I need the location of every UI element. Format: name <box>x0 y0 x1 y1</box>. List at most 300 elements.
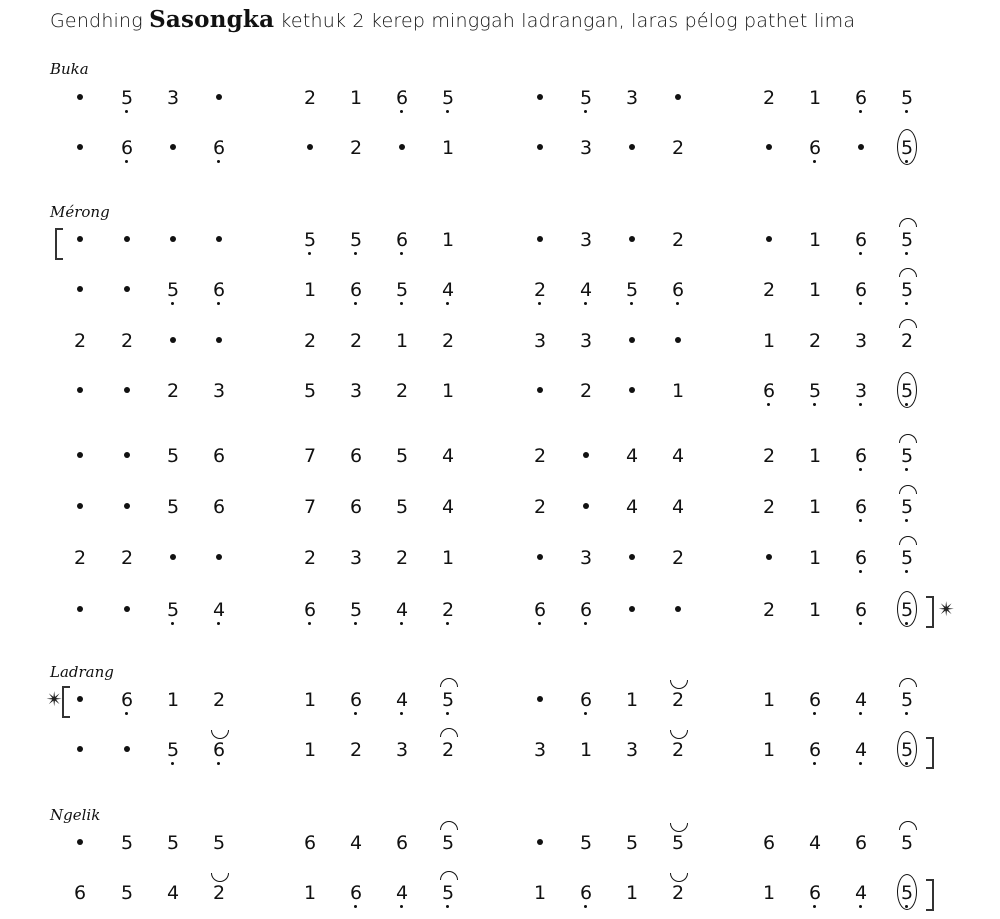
note-digit: 3 <box>625 87 639 109</box>
rest-dot <box>161 230 185 250</box>
section-label-ladrang: Ladrang <box>50 663 114 681</box>
low-octave-dot <box>125 160 128 163</box>
note <box>574 230 598 250</box>
note <box>436 690 460 710</box>
kempul-mark <box>211 873 229 882</box>
note <box>666 883 690 903</box>
note <box>436 446 460 466</box>
note-digit: 5 <box>900 137 914 159</box>
note-digit: 1 <box>303 279 317 301</box>
note-digit: 5 <box>579 832 593 854</box>
rest-dot-mark <box>77 696 83 702</box>
note <box>666 833 690 853</box>
note <box>757 740 781 760</box>
note <box>298 548 322 568</box>
low-octave-dot <box>584 712 587 715</box>
note <box>528 280 552 300</box>
note <box>574 548 598 568</box>
note-digit: 1 <box>303 689 317 711</box>
note <box>298 883 322 903</box>
note-digit: 1 <box>395 330 409 352</box>
note-digit: 5 <box>395 496 409 518</box>
rest-dot-mark <box>170 144 176 150</box>
note-digit: 4 <box>671 496 685 518</box>
kenong-mark <box>440 678 458 687</box>
note <box>849 88 873 108</box>
note <box>161 600 185 620</box>
note <box>390 740 414 760</box>
note <box>436 381 460 401</box>
note-digit: 2 <box>73 547 87 569</box>
note-digit: 4 <box>441 496 455 518</box>
note-digit: 4 <box>625 496 639 518</box>
note <box>390 280 414 300</box>
rest-dot-mark <box>537 236 543 242</box>
note-digit: 3 <box>854 380 868 402</box>
note-digit: 6 <box>349 445 363 467</box>
rest-dot <box>68 600 92 620</box>
title-suffix: kethuk 2 kerep minggah ladrangan, laras pélog pathet lima <box>274 10 856 32</box>
rest-dot-mark <box>307 144 313 150</box>
rest-dot <box>68 138 92 158</box>
note-digit: 2 <box>212 882 226 904</box>
low-octave-dot <box>859 110 862 113</box>
rest-dot-mark <box>77 94 83 100</box>
low-octave-dot <box>859 712 862 715</box>
note-digit: 5 <box>120 832 134 854</box>
note-digit: 5 <box>166 445 180 467</box>
note <box>528 446 552 466</box>
low-octave-dot <box>859 468 862 471</box>
rest-dot <box>390 138 414 158</box>
note <box>68 331 92 351</box>
note-digit: 5 <box>579 87 593 109</box>
note-digit: 6 <box>854 547 868 569</box>
repeat-close-bracket <box>926 737 934 769</box>
low-octave-dot <box>354 302 357 305</box>
rest-dot-mark <box>675 337 681 343</box>
note <box>620 883 644 903</box>
note <box>803 600 827 620</box>
note <box>757 497 781 517</box>
note-digit: 2 <box>395 547 409 569</box>
note-digit: 2 <box>120 330 134 352</box>
note <box>161 280 185 300</box>
note <box>803 280 827 300</box>
note <box>115 331 139 351</box>
rest-dot-mark <box>124 236 130 242</box>
low-octave-dot <box>446 302 449 305</box>
note <box>207 280 231 300</box>
note <box>207 833 231 853</box>
rest-dot-mark <box>216 337 222 343</box>
note-digit: 5 <box>900 229 914 251</box>
note-digit: 2 <box>212 689 226 711</box>
note-digit: 1 <box>441 229 455 251</box>
note-digit: 3 <box>579 137 593 159</box>
note <box>436 740 460 760</box>
note-digit: 4 <box>625 445 639 467</box>
rest-dot-mark <box>537 554 543 560</box>
rest-dot <box>574 497 598 517</box>
note-digit: 6 <box>854 229 868 251</box>
rest-dot <box>574 446 598 466</box>
note <box>207 497 231 517</box>
note-digit: 6 <box>854 832 868 854</box>
rest-dot <box>68 497 92 517</box>
note-digit: 4 <box>854 739 868 761</box>
note-digit: 5 <box>900 832 914 854</box>
note-digit: 3 <box>625 739 639 761</box>
note-digit: 5 <box>166 279 180 301</box>
rest-dot <box>115 381 139 401</box>
note <box>436 230 460 250</box>
note-digit: 2 <box>349 739 363 761</box>
low-octave-dot <box>538 622 541 625</box>
note <box>895 138 919 158</box>
note-digit: 3 <box>533 739 547 761</box>
note <box>115 138 139 158</box>
low-octave-dot <box>584 622 587 625</box>
rest-dot <box>528 690 552 710</box>
note <box>620 280 644 300</box>
note <box>161 88 185 108</box>
rest-dot-mark <box>675 94 681 100</box>
note-digit: 5 <box>303 229 317 251</box>
low-octave-dot <box>446 622 449 625</box>
note-digit: 1 <box>762 739 776 761</box>
low-octave-dot <box>354 905 357 908</box>
note-digit: 6 <box>579 882 593 904</box>
note-digit: 2 <box>441 739 455 761</box>
note <box>757 331 781 351</box>
note <box>436 138 460 158</box>
rest-dot-mark <box>124 503 130 509</box>
rest-dot-mark <box>77 746 83 752</box>
rest-dot <box>757 548 781 568</box>
note-digit: 6 <box>579 599 593 621</box>
note <box>390 497 414 517</box>
note <box>528 600 552 620</box>
low-octave-dot <box>859 762 862 765</box>
note-digit: 5 <box>625 279 639 301</box>
note <box>849 740 873 760</box>
section-label-ngelik: Ngelik <box>50 806 101 824</box>
note-digit: 1 <box>533 882 547 904</box>
low-octave-dot <box>400 622 403 625</box>
rest-dot <box>115 280 139 300</box>
note <box>757 381 781 401</box>
note <box>803 230 827 250</box>
low-octave-dot <box>905 712 908 715</box>
note <box>68 883 92 903</box>
note <box>895 280 919 300</box>
note <box>298 88 322 108</box>
note <box>895 690 919 710</box>
rest-dot-mark <box>216 94 222 100</box>
rest-dot <box>528 138 552 158</box>
note <box>207 690 231 710</box>
note <box>298 690 322 710</box>
note-digit: 5 <box>900 599 914 621</box>
note <box>574 740 598 760</box>
rest-dot-mark <box>583 503 589 509</box>
low-octave-dot <box>767 403 770 406</box>
note-digit: 2 <box>762 445 776 467</box>
kenong-mark <box>899 268 917 277</box>
low-octave-dot <box>813 403 816 406</box>
rest-dot-mark <box>170 554 176 560</box>
note <box>298 381 322 401</box>
note-digit: 2 <box>762 87 776 109</box>
rest-dot-mark <box>766 144 772 150</box>
rest-dot <box>68 381 92 401</box>
note <box>574 331 598 351</box>
kempul-mark <box>670 680 688 689</box>
note <box>390 88 414 108</box>
low-octave-dot <box>217 622 220 625</box>
note-digit: 2 <box>671 739 685 761</box>
note <box>574 138 598 158</box>
rest-dot <box>161 331 185 351</box>
note <box>390 548 414 568</box>
kenong-mark <box>899 536 917 545</box>
note-digit: 5 <box>349 599 363 621</box>
note-digit: 2 <box>533 496 547 518</box>
note <box>528 497 552 517</box>
rest-dot-mark <box>537 387 543 393</box>
repeat-close-bracket <box>926 596 934 628</box>
note <box>207 381 231 401</box>
note <box>666 138 690 158</box>
note <box>803 883 827 903</box>
rest-dot-mark <box>629 606 635 612</box>
note-digit: 4 <box>671 445 685 467</box>
rest-dot-mark <box>399 144 405 150</box>
note <box>895 497 919 517</box>
note <box>298 740 322 760</box>
low-octave-dot <box>905 519 908 522</box>
rest-dot <box>620 230 644 250</box>
note <box>757 88 781 108</box>
note-digit: 3 <box>349 547 363 569</box>
rest-dot-mark <box>170 236 176 242</box>
rest-dot-mark <box>537 696 543 702</box>
note-digit: 5 <box>441 87 455 109</box>
note-digit: 1 <box>808 445 822 467</box>
note-digit: 5 <box>166 832 180 854</box>
note-digit: 6 <box>808 689 822 711</box>
rest-dot-mark <box>124 606 130 612</box>
note-digit: 1 <box>303 739 317 761</box>
note-digit: 3 <box>212 380 226 402</box>
note-digit: 5 <box>900 547 914 569</box>
rest-dot-mark <box>216 554 222 560</box>
note <box>298 833 322 853</box>
note <box>666 548 690 568</box>
note <box>344 88 368 108</box>
note <box>849 883 873 903</box>
note-digit: 5 <box>900 279 914 301</box>
note-digit: 3 <box>579 229 593 251</box>
low-octave-dot <box>308 252 311 255</box>
star-icon: ✴ <box>46 687 63 711</box>
note <box>849 690 873 710</box>
note <box>574 690 598 710</box>
note <box>895 883 919 903</box>
note <box>161 381 185 401</box>
note-digit: 1 <box>349 87 363 109</box>
note <box>666 446 690 466</box>
note-digit: 6 <box>533 599 547 621</box>
rest-dot-mark <box>766 554 772 560</box>
note-digit: 5 <box>166 739 180 761</box>
title-prefix: Gendhing <box>50 10 150 32</box>
note <box>207 138 231 158</box>
note-digit: 5 <box>900 445 914 467</box>
note <box>895 88 919 108</box>
note-digit: 2 <box>120 547 134 569</box>
note <box>436 833 460 853</box>
rest-dot <box>528 88 552 108</box>
note <box>849 497 873 517</box>
rest-dot <box>68 280 92 300</box>
note <box>436 883 460 903</box>
rest-dot <box>115 497 139 517</box>
low-octave-dot <box>859 622 862 625</box>
note-digit: 6 <box>671 279 685 301</box>
rest-dot <box>298 138 322 158</box>
rest-dot <box>68 740 92 760</box>
note-digit: 4 <box>166 882 180 904</box>
section-label-merong: Mérong <box>50 203 110 221</box>
rest-dot <box>849 138 873 158</box>
note <box>298 600 322 620</box>
note <box>666 230 690 250</box>
note <box>574 600 598 620</box>
kenong-mark <box>899 434 917 443</box>
kenong-mark <box>440 821 458 830</box>
note-digit: 6 <box>303 599 317 621</box>
note-digit: 5 <box>395 445 409 467</box>
low-octave-dot <box>217 762 220 765</box>
low-octave-dot <box>859 252 862 255</box>
note-digit: 1 <box>808 229 822 251</box>
note-digit: 1 <box>808 279 822 301</box>
note-digit: 1 <box>441 547 455 569</box>
note <box>344 230 368 250</box>
low-octave-dot <box>584 302 587 305</box>
note-digit: 2 <box>349 137 363 159</box>
note <box>390 230 414 250</box>
low-octave-dot <box>446 110 449 113</box>
note <box>620 690 644 710</box>
note-digit: 5 <box>120 87 134 109</box>
note-digit: 3 <box>166 87 180 109</box>
note <box>528 740 552 760</box>
note <box>666 690 690 710</box>
note-digit: 2 <box>762 599 776 621</box>
note <box>390 381 414 401</box>
note-digit: 4 <box>854 882 868 904</box>
kempul-mark <box>670 823 688 832</box>
note <box>436 88 460 108</box>
repeat-close-bracket <box>926 879 934 911</box>
rest-dot-mark <box>77 503 83 509</box>
rest-dot <box>207 88 231 108</box>
note-digit: 5 <box>303 380 317 402</box>
gong-circle <box>897 129 917 165</box>
note <box>344 280 368 300</box>
low-octave-dot <box>446 712 449 715</box>
note-digit: 2 <box>441 330 455 352</box>
gong-circle <box>897 372 917 408</box>
note-digit: 4 <box>212 599 226 621</box>
note-digit: 4 <box>395 689 409 711</box>
note-digit: 2 <box>671 547 685 569</box>
rest-dot <box>666 331 690 351</box>
rest-dot <box>68 690 92 710</box>
kempul-mark <box>670 873 688 882</box>
rest-dot <box>68 833 92 853</box>
note <box>666 740 690 760</box>
rest-dot-mark <box>766 236 772 242</box>
note <box>620 446 644 466</box>
low-octave-dot <box>171 302 174 305</box>
note-digit: 2 <box>671 137 685 159</box>
note-digit: 5 <box>900 882 914 904</box>
note <box>895 230 919 250</box>
rest-dot-mark <box>583 452 589 458</box>
note-digit: 2 <box>671 882 685 904</box>
rest-dot-mark <box>537 144 543 150</box>
note-digit: 2 <box>579 380 593 402</box>
note <box>344 138 368 158</box>
rest-dot <box>207 331 231 351</box>
note-digit: 2 <box>762 496 776 518</box>
note <box>803 690 827 710</box>
rest-dot <box>115 600 139 620</box>
low-octave-dot <box>354 252 357 255</box>
note-digit: 6 <box>120 137 134 159</box>
low-octave-dot <box>308 622 311 625</box>
note <box>161 883 185 903</box>
note <box>161 833 185 853</box>
note-digit: 6 <box>395 229 409 251</box>
note <box>620 740 644 760</box>
note-digit: 6 <box>395 87 409 109</box>
rest-dot-mark <box>124 387 130 393</box>
note-digit: 4 <box>854 689 868 711</box>
note <box>344 833 368 853</box>
low-octave-dot <box>905 468 908 471</box>
note-digit: 6 <box>349 279 363 301</box>
title-name: Sasongka <box>149 6 275 33</box>
note-digit: 1 <box>808 547 822 569</box>
note-digit: 5 <box>212 832 226 854</box>
note <box>803 88 827 108</box>
note <box>895 600 919 620</box>
low-octave-dot <box>813 160 816 163</box>
note-digit: 2 <box>349 330 363 352</box>
note <box>803 331 827 351</box>
note <box>849 230 873 250</box>
low-octave-dot <box>905 302 908 305</box>
rest-dot <box>68 88 92 108</box>
note <box>849 280 873 300</box>
note-digit: 1 <box>808 599 822 621</box>
rest-dot <box>666 88 690 108</box>
